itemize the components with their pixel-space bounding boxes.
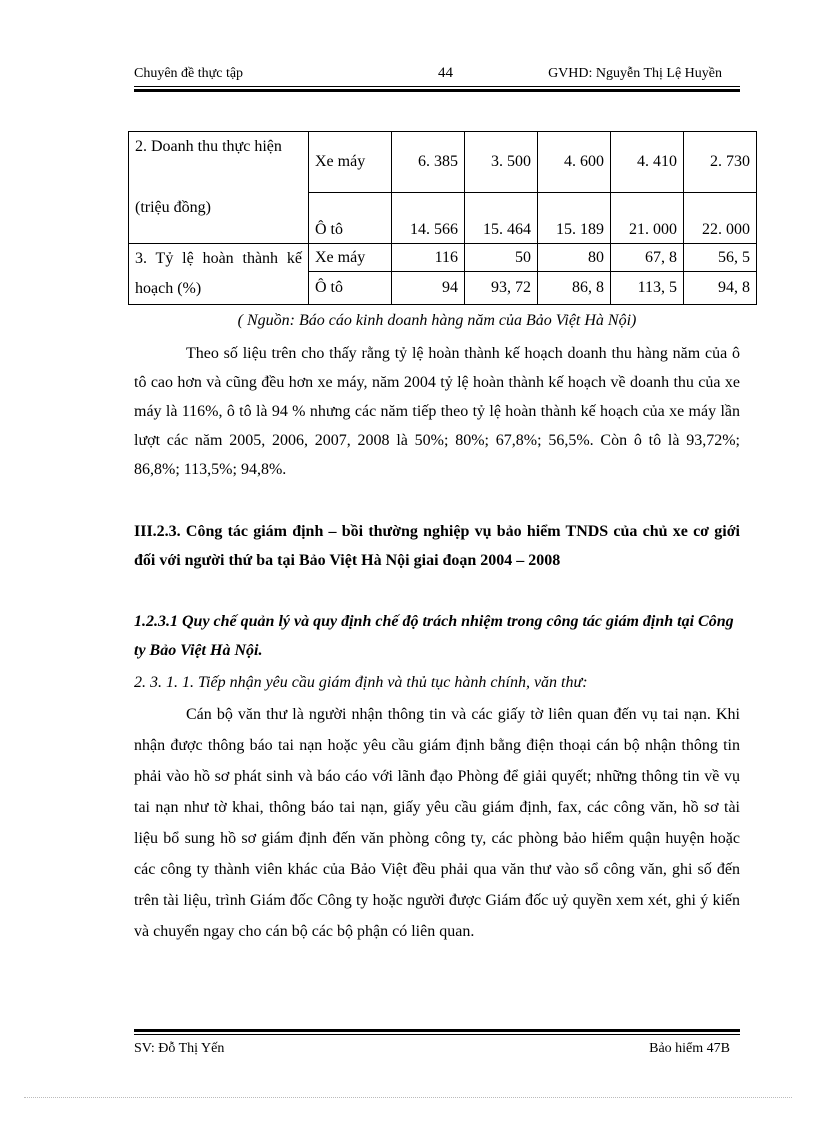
header-supervisor: GVHD: Nguyễn Thị Lệ Huyền [548, 66, 722, 81]
table-cell: 15. 464 [465, 193, 538, 244]
paragraph-text: Cán bộ văn thư là người nhận thông tin và các giấy tờ liên quan đến vụ tai nạn. Khi nhận được thông báo tai nạn hoặc yêu cầu giám định bằng điện thoại cán bộ nhận thông tin phải vào hồ sơ phát sinh và báo cáo với lãnh đạo Phòng để giải quyết; những thông tin về vụ tai nạn như tờ khai, thông báo tai nạn, giấy yêu cầu giám định, fax, các công văn, hồ sơ tài liệu bổ sung hồ sơ giám định đến văn phòng công ty, các phòng bảo hiểm quận huyện hoặc các công ty thành viên khác của Bảo Việt đều phải qua văn thư vào sổ công văn, ghi số đến trên tài liệu, trình Giám đốc Công ty hoặc người được Giám đốc uỷ quyền xem xét, ghi ý kiến và chuyển ngay cho cán bộ các bộ phận có liên quan. [134, 706, 740, 940]
table-cell: 4. 600 [538, 132, 611, 193]
subsubsection-heading: 2. 3. 1. 1. Tiếp nhận yêu cầu giám định và thủ tục hành chính, văn thư: [134, 674, 588, 691]
revenue-car-label: Ô tô [309, 193, 392, 244]
table-cell: 67, 8 [611, 244, 684, 272]
table-cell: 56, 5 [684, 244, 757, 272]
table-row [129, 244, 757, 272]
footer-class: Bảo hiểm 47B [649, 1041, 730, 1056]
table-cell: 93, 72 [465, 272, 538, 305]
table-row [129, 193, 757, 244]
table-source-note: ( Nguồn: Báo cáo kinh doanh hàng năm của Bảo Việt Hà Nội) [237, 312, 637, 329]
table-cell: 21. 000 [611, 193, 684, 244]
table-cell: 94, 8 [684, 272, 757, 305]
table-cell: 2. 730 [684, 132, 757, 193]
page-number: 44 [438, 65, 453, 81]
table-cell: 116 [392, 244, 465, 272]
page-bottom-divider [24, 1097, 792, 1098]
table-cell: 86, 8 [538, 272, 611, 305]
footer-student: SV: Đỗ Thị Yến [134, 1041, 225, 1056]
table-cell: 15. 189 [538, 193, 611, 244]
page-header [134, 62, 740, 84]
ratio-moto-label: Xe máy [309, 244, 392, 272]
header-course-title: Chuyên đề thực tập [134, 66, 244, 81]
table-cell: 4. 410 [611, 132, 684, 193]
revenue-unit: (triệu đồng) [129, 193, 309, 244]
footer-rule-thin [134, 1034, 740, 1035]
paragraph-text: Theo số liệu trên cho thấy rằng tỷ lệ hoàn thành kế hoạch doanh thu hàng năm của ô tô cao hơn và cũng đều hơn xe máy, năm 2004 tỷ lệ hoàn thành kế hoạch về doanh thu của xe máy là 116%, ô tô là 94 % nhưng các năm tiếp theo tỷ lệ hoàn thành kế hoạch của xe máy lần lượt các năm 2005, 2006, 2007, 2008 là 50%; 80%; 67,8%; 56,5%. Còn ô tô là 93,72%; 86,8%; 113,5%; 94,8%. [134, 345, 740, 478]
section-heading: III.2.3. Công tác giám định – bồi thường nghiệp vụ bảo hiểm TNDS của chủ xe cơ giới đối với người thứ ba tại Bảo Việt Hà Nội giai đoạn 2004 – 2008 [134, 523, 740, 569]
revenue-moto-label: Xe máy [309, 132, 392, 193]
revenue-label: 2. Doanh thu thực hiện [129, 132, 309, 193]
ratio-car-label: Ô tô [309, 272, 392, 305]
analysis-paragraph [134, 339, 740, 484]
table-cell: 14. 566 [392, 193, 465, 244]
table-row [129, 132, 757, 193]
table-cell: 3. 500 [465, 132, 538, 193]
table-cell: 80 [538, 244, 611, 272]
subsection-heading: 1.2.3.1 Quy chế quản lý và quy định chế độ trách nhiệm trong công tác giám định tại Công ty Bảo Việt Hà Nội. [134, 613, 734, 659]
ratio-label: 3. Tỷ lệ hoàn thành kế hoạch (%) [129, 244, 309, 305]
performance-table [128, 131, 757, 305]
footer-rule-thick [134, 1029, 740, 1032]
page-footer [134, 1041, 740, 1061]
table-cell: 113, 5 [611, 272, 684, 305]
header-rule-thick [134, 89, 740, 92]
table-cell: 94 [392, 272, 465, 305]
procedure-paragraph [134, 699, 740, 947]
table-cell: 50 [465, 244, 538, 272]
table-cell: 22. 000 [684, 193, 757, 244]
header-rule-thin [134, 86, 740, 87]
table-cell: 6. 385 [392, 132, 465, 193]
